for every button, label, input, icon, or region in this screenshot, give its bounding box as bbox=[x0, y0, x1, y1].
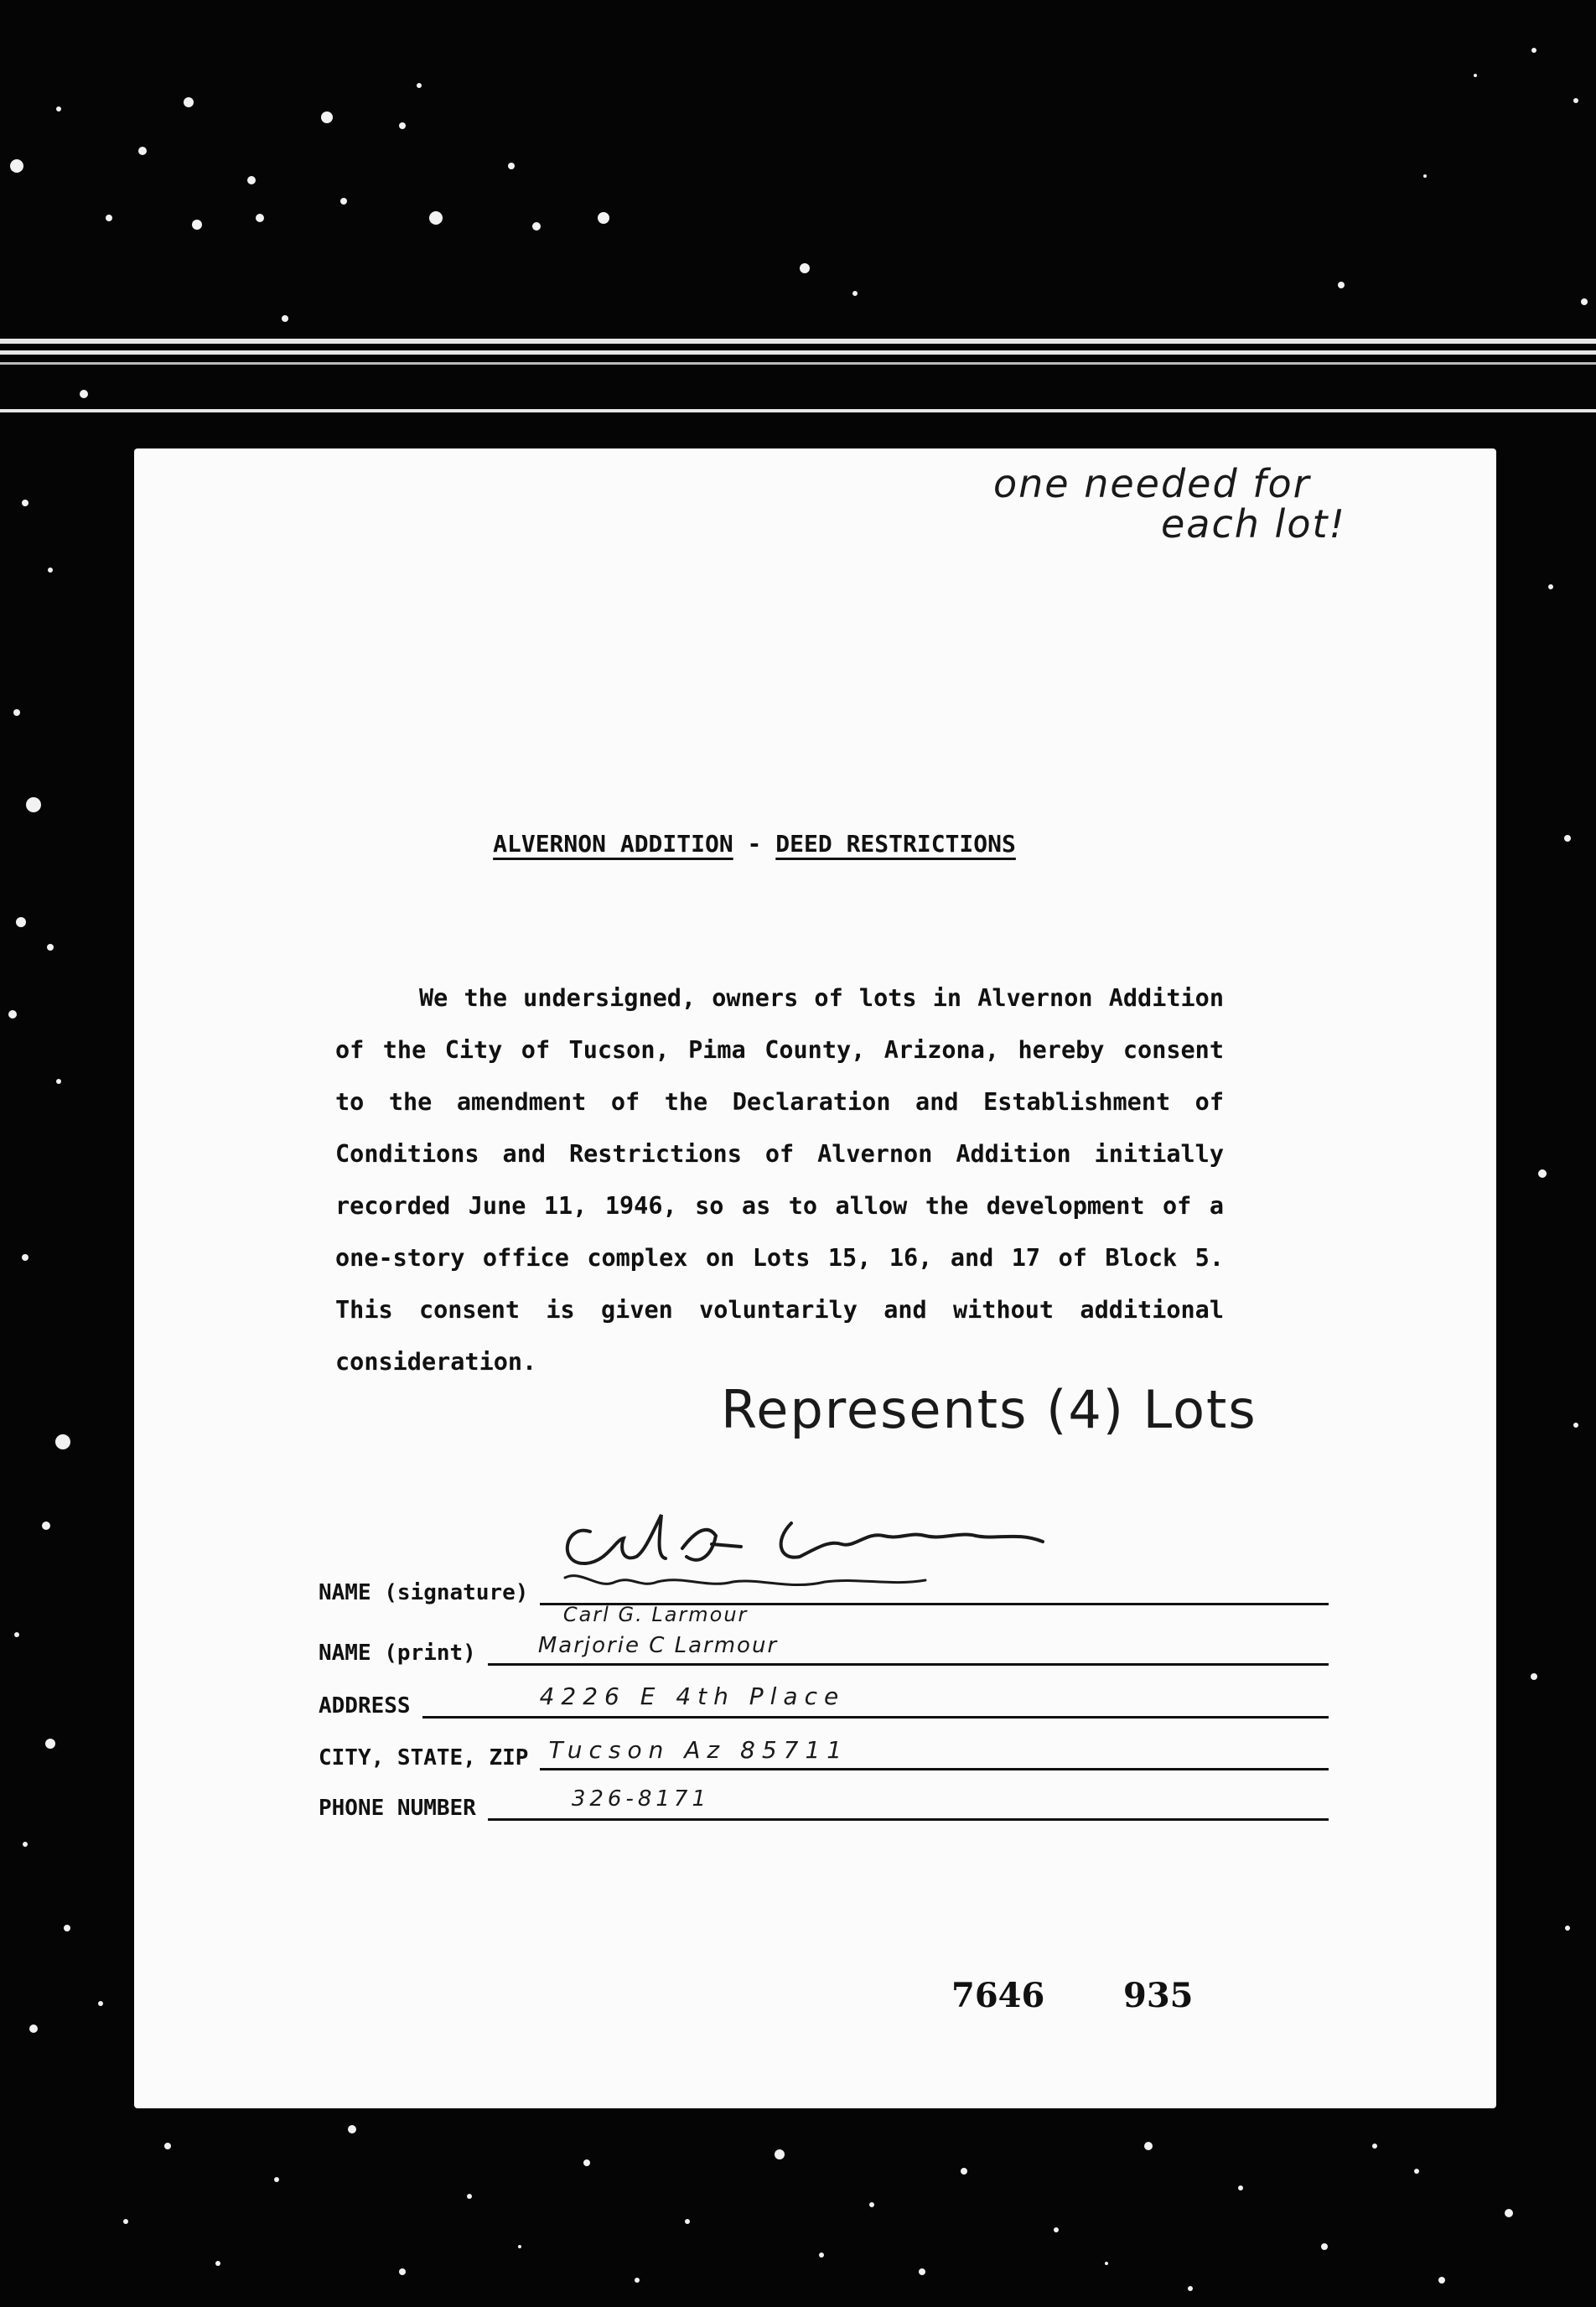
signature-field bbox=[319, 1572, 1329, 1605]
phone-number-field bbox=[319, 1787, 1329, 1821]
scan-rule-band bbox=[0, 350, 1596, 355]
address-field bbox=[319, 1682, 1329, 1719]
address-label: ADDRESS bbox=[319, 1693, 411, 1719]
scan-rule-band bbox=[0, 339, 1596, 344]
city-state-zip-field bbox=[319, 1737, 1329, 1770]
city-state-zip-line bbox=[540, 1736, 1329, 1770]
address-value: 4226 E 4th Place bbox=[539, 1682, 846, 1710]
document-number-1: 7646 bbox=[951, 1976, 1045, 2015]
handwritten-note-line: each lot! bbox=[1161, 501, 1346, 547]
print-name-line bbox=[488, 1603, 1329, 1666]
title-part-1: ALVERNON ADDITION bbox=[493, 830, 733, 858]
handwritten-note-line: one needed for bbox=[993, 461, 1311, 506]
document-page bbox=[134, 448, 1496, 2108]
document-title bbox=[134, 830, 1375, 858]
print-name-field bbox=[319, 1603, 1329, 1666]
signature-label: NAME (signature) bbox=[319, 1580, 529, 1605]
address-line bbox=[422, 1682, 1329, 1719]
phone-number-value: 326-8171 bbox=[571, 1786, 711, 1812]
handwritten-represents-note: Represents (4) Lots bbox=[721, 1379, 1257, 1440]
scan-rule-band bbox=[0, 362, 1596, 365]
handwritten-signature bbox=[540, 1498, 1110, 1607]
scan-rule-band bbox=[0, 409, 1596, 412]
handwritten-note-top bbox=[993, 461, 1346, 547]
print-name-label: NAME (print) bbox=[319, 1641, 476, 1666]
title-separator: - bbox=[733, 830, 776, 858]
document-number-2: 935 bbox=[1123, 1976, 1194, 2015]
city-state-zip-value: Tucson Az 85711 bbox=[548, 1736, 849, 1764]
print-name-value-1: Carl G. Larmour bbox=[562, 1603, 749, 1626]
phone-number-label: PHONE NUMBER bbox=[319, 1796, 476, 1821]
print-name-value-2: Marjorie C Larmour bbox=[537, 1633, 779, 1658]
city-state-zip-label: CITY, STATE, ZIP bbox=[319, 1745, 529, 1770]
title-part-2: DEED RESTRICTIONS bbox=[775, 830, 1016, 858]
signature-line bbox=[540, 1578, 1329, 1605]
phone-number-line bbox=[488, 1786, 1329, 1821]
consent-paragraph: We the undersigned, owners of lots in Alvernon Addition of the City of Tucson, Pima County, Arizona, hereby consent to the amendment of the Declaration and Establishment of Conditions and Restrictions of Alvernon Addition initially recorded June 11, 1946, so as to allow the development of a one-story office complex on Lots 15, 16, and 17 of Block 5. This consent is given voluntarily and without additional consideration. bbox=[335, 984, 1224, 1376]
